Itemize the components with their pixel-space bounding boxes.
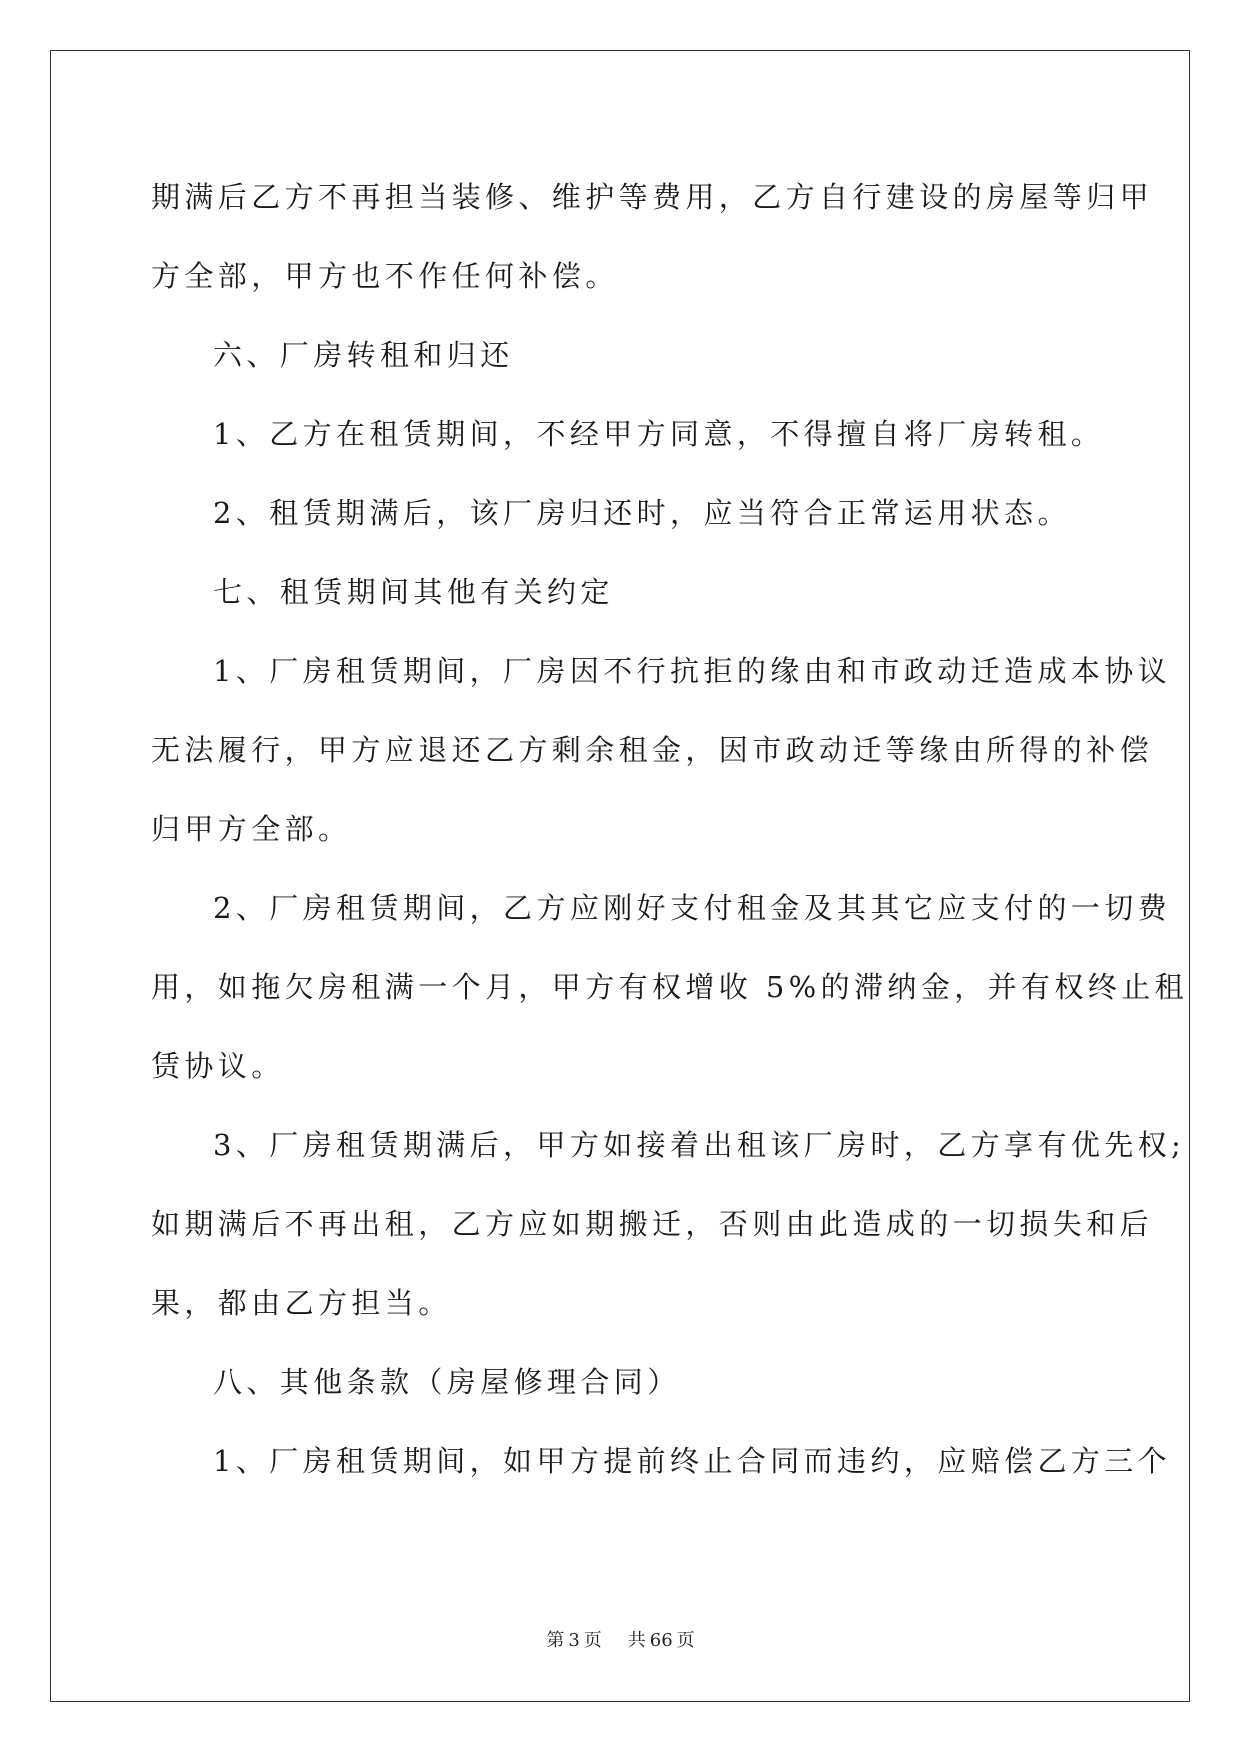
page-footer [0,1626,1241,1652]
total-pages: 66 [649,1630,673,1651]
total-suffix: 页 [676,1630,695,1651]
paragraph-line: 1、厂房租赁期间，如甲方提前终止合同而违约，应赔偿乙方三个 [213,1444,1172,1478]
paragraph-line: 归甲方全部。 [151,812,352,846]
paragraph-line: 方全部，甲方也不作任何补偿。 [151,259,619,293]
paragraph-line: 用，如拖欠房租满一个月，甲方有权增收 5%的滞纳金，并有权终止租 [151,970,1189,1004]
paragraph-line: 赁协议。 [151,1049,285,1083]
page-suffix: 页 [583,1630,602,1651]
paragraph-line: 1、乙方在租赁期间，不经甲方同意，不得擅自将厂房转租。 [213,417,1105,451]
page-number: 3 [568,1630,580,1651]
section-heading: 六、厂房转租和归还 [213,338,514,372]
section-heading: 八、其他条款（房屋修理合同） [213,1365,681,1399]
paragraph-line: 3、厂房租赁期满后，甲方如接着出租该厂房时，乙方享有优先权; [213,1128,1186,1162]
paragraph-line: 果，都由乙方担当。 [151,1286,452,1320]
paragraph-line: 如期满后不再出租，乙方应如期搬迁，否则由此造成的一切损失和后 [151,1207,1154,1241]
paragraph-line: 1、厂房租赁期间，厂房因不行抗拒的缘由和市政动迁造成本协议 [213,654,1172,688]
total-prefix: 共 [627,1630,646,1651]
paragraph-line: 无法履行，甲方应退还乙方剩余租金，因市政动迁等缘由所得的补偿 [151,733,1154,767]
paragraph-line: 期满后乙方不再担当装修、维护等费用，乙方自行建设的房屋等归甲 [151,180,1154,214]
section-heading: 七、租赁期间其他有关约定 [213,575,614,609]
paragraph-line: 2、租赁期满后，该厂房归还时，应当符合正常运用状态。 [213,496,1071,530]
paragraph-line: 2、厂房租赁期间，乙方应刚好支付租金及其其它应支付的一切费 [213,891,1172,925]
document-body [151,158,1189,1501]
page-prefix: 第 [546,1630,565,1651]
